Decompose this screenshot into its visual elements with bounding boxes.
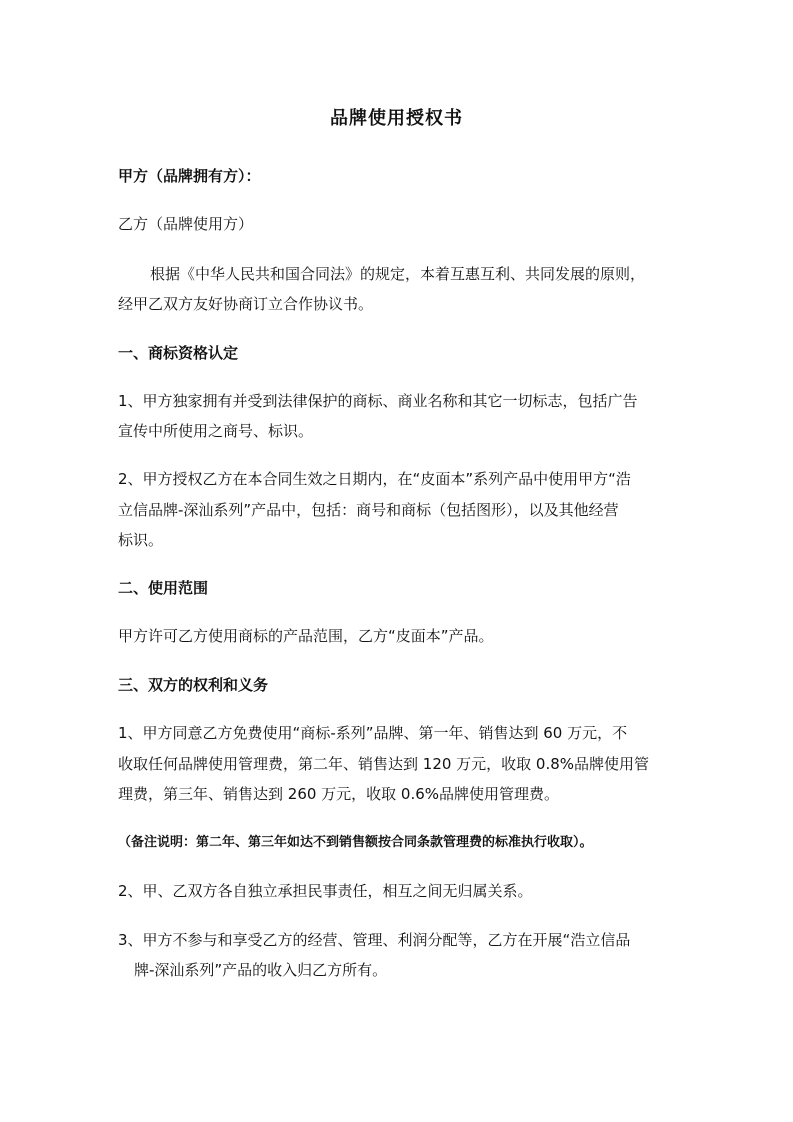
section1-p2-line-2: 立信品牌-深汕系列”产品中，包括：商号和商标（包括图形），以及其他经营 <box>118 501 619 519</box>
section1-p1-line-1: 1、甲方独家拥有并受到法律保护的商标、商业名称和其它一切标志，包括广告 <box>118 392 638 410</box>
section3-p1-line-1: 1、甲方同意乙方免费使用“商标-系列”品牌、第一年、销售达到 60 万元，不 <box>118 724 628 742</box>
section3-p1-line-2: 收取任何品牌使用管理费，第二年、销售达到 120 万元，收取 0.8%品牌使用管 <box>118 755 650 773</box>
section2-heading: 二、使用范围 <box>118 579 209 597</box>
section3-p3-line-2: 牌-深汕系列”产品的收入归乙方所有。 <box>134 961 388 979</box>
section1-p1-line-2: 宣传中所使用之商号、标识。 <box>118 422 314 440</box>
section1-p2-line-1: 2、甲方授权乙方在本合同生效之日期内，在“皮面本”系列产品中使用甲方“浩 <box>118 470 631 488</box>
intro-line-2: 经甲乙双方友好协商订立合作协议书。 <box>118 295 374 313</box>
section3-note: （备注说明：第二年、第三年如达不到销售额按合同条款管理费的标准执行收取）。 <box>118 835 593 850</box>
party-a-label: 甲方（品牌拥有方）： <box>118 167 261 185</box>
intro-line-1: 根据《中华人民共和国合同法》的规定，本着互惠互利、共同发展的原则， <box>150 265 646 283</box>
section1-p2-line-3: 标识。 <box>118 531 164 549</box>
section3-p3-line-1: 3、甲方不参与和享受乙方的经营、管理、利润分配等，乙方在开展“浩立信品 <box>118 931 631 949</box>
section3-heading: 三、双方的权利和义务 <box>118 676 269 694</box>
section3-p2: 2、甲、乙双方各自独立承担民事责任，相互之间无归属关系。 <box>118 882 533 900</box>
party-b-label: 乙方（品牌使用方） <box>118 215 254 233</box>
section2-p1: 甲方许可乙方使用商标的产品范围，乙方“皮面本”产品。 <box>118 627 494 645</box>
section3-p1-line-3: 理费，第三年、销售达到 260 万元，收取 0.6%品牌使用管理费。 <box>118 785 560 803</box>
section1-heading: 一、商标资格认定 <box>118 344 239 362</box>
document-title: 品牌使用授权书 <box>330 108 463 129</box>
